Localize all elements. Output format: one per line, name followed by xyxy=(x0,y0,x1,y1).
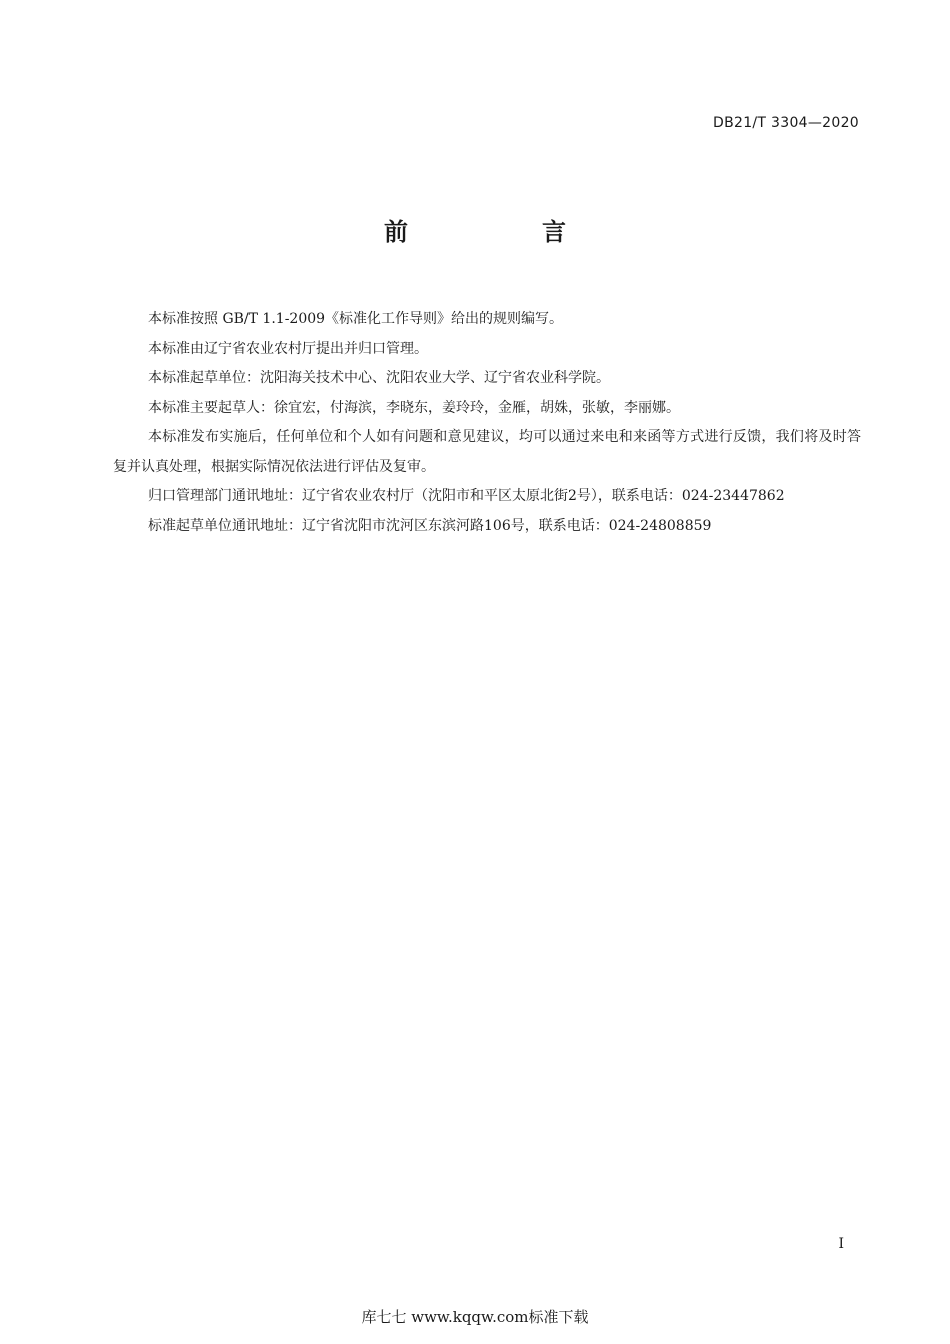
paragraph-drafters: 本标准主要起草人：徐宜宏，付海滨，李晓东，姜玲玲，金雁，胡姝，张敏，李丽娜。 xyxy=(148,399,680,416)
paragraph-drafting-units: 本标准起草单位：沈阳海关技术中心、沈阳农业大学、辽宁省农业科学院。 xyxy=(148,370,610,386)
paragraph-drafting-rules: 本标准按照 GB/T 1.1-2009《标准化工作导则》给出的规则编写。 xyxy=(148,311,564,327)
paragraph-drafter-address: 标准起草单位通讯地址：辽宁省沈阳市沈河区东滨河路106号，联系电话：024-24808859 xyxy=(148,517,712,534)
paragraph-authority-address: 归口管理部门通讯地址：辽宁省农业农村厅（沈阳市和平区太原北街2号），联系电话：024-23447862 xyxy=(148,488,785,504)
document-code: DB21/T 3304—2020 xyxy=(713,115,859,131)
foreword-body xyxy=(113,305,861,541)
footer-watermark: 库七七 www.kqqw.com标准下载 xyxy=(361,1308,589,1326)
paragraph-feedback: 本标准发布实施后，任何单位和个人如有问题和意见建议，均可以通过来电和来函等方式进行反馈，我们将及时答复并认真处理，根据实际情况依法进行评估及复审。 xyxy=(113,429,861,475)
paragraph-proposer: 本标准由辽宁省农业农村厅提出并归口管理。 xyxy=(148,340,428,357)
page-title: 前 言 xyxy=(384,218,621,246)
page-number: I xyxy=(838,1236,844,1252)
